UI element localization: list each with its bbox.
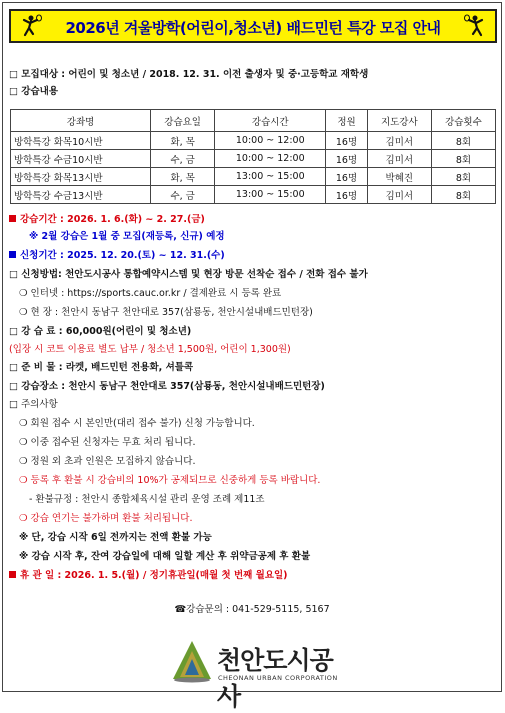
apply-period [9, 250, 495, 262]
column-header: 정원 [326, 110, 367, 132]
fee-line: □ 강 습 료 : 60,000원(어린이 및 청소년) [9, 326, 192, 337]
logo-subtitle: CHEONAN URBAN CORPORATION [218, 674, 338, 682]
notice-refund: ❍ 등록 후 환불 시 강습비의 10%가 공제되므로 신중하게 등록 바랍니다. [19, 475, 321, 486]
table-cell: 8회 [431, 132, 495, 150]
table-cell: 화, 목 [151, 168, 215, 186]
fee-note: (입장 시 코트 이용료 별도 납부 / 청소년 1,500원, 어린이 1,300원) [9, 344, 291, 355]
target-line: □ 모집대상 : 어린이 및 청소년 / 2018. 12. 31. 이전 출생자 및 중·고등학교 재학생 [9, 69, 369, 80]
table-cell: 16명 [326, 168, 367, 186]
holiday-line [9, 570, 495, 582]
prep-line: □ 준 비 물 : 라켓, 배드민턴 전용화, 셔틀콕 [9, 362, 194, 373]
column-header: 강좌명 [11, 110, 151, 132]
table-row [11, 168, 496, 186]
course-period [9, 214, 495, 226]
schedule-table [10, 109, 496, 204]
company-emblem-icon [171, 639, 213, 683]
apply-method: □ 신청방법: 천안도시공사 통합예약시스템 및 현장 방문 선착순 접수 / 전화 접수 불가 [9, 269, 368, 280]
table-cell: 김미서 [367, 186, 431, 204]
table-cell: 화, 목 [151, 132, 215, 150]
table-row [11, 186, 496, 204]
course-heading: □ 강습내용 [9, 86, 58, 97]
table-cell: 방학특강 화목13시반 [11, 168, 151, 186]
contact-line: ☎강습문의 : 041-529-5115, 5167 [174, 604, 330, 615]
cheonan-urban-corporation-logo [171, 637, 351, 711]
table-cell: 8회 [431, 186, 495, 204]
blue-square-bullet-icon [9, 251, 16, 258]
notice-item: ❍ 정원 외 초과 인원은 모집하지 않습니다. [19, 456, 196, 467]
notice-page [2, 2, 502, 711]
badminton-player-right-icon [463, 14, 487, 38]
column-header: 강습시간 [215, 110, 326, 132]
table-cell: 16명 [326, 186, 367, 204]
table-cell: 방학특강 수금10시반 [11, 150, 151, 168]
table-cell: 박혜진 [367, 168, 431, 186]
course-period-text: 강습기간 : 2026. 1. 6.(화) ~ 2. 27.(금) [20, 214, 205, 225]
table-cell: 10:00 ~ 12:00 [215, 150, 326, 168]
table-cell: 방학특강 수금13시반 [11, 186, 151, 204]
notice-item: ❍ 이중 접수된 신청자는 무효 처리 됩니다. [19, 437, 196, 448]
notice-heading: □ 주의사항 [9, 399, 58, 410]
notice-after: ※ 강습 시작 후, 잔여 강습일에 대해 일할 계산 후 위약금공제 후 환불 [19, 551, 311, 562]
holiday-text: 휴 관 일 : 2026. 1. 5.(월) / 정기휴관일(매월 첫 번째 월요일) [20, 570, 288, 581]
notice-6days: ※ 단, 강습 시작 6일 전까지는 전액 환불 가능 [19, 532, 212, 543]
table-cell: 13:00 ~ 15:00 [215, 168, 326, 186]
column-header: 강습횟수 [431, 110, 495, 132]
column-header: 지도강사 [367, 110, 431, 132]
table-cell: 김미서 [367, 132, 431, 150]
table-row [11, 132, 496, 150]
onsite-line: ❍ 현 장 : 천안시 동남구 천안대로 357(삼룡동, 천안시설내배드민턴장) [19, 307, 313, 318]
period-note: ※ 2월 강습은 1월 중 모집(재등록, 신규) 예정 [29, 231, 225, 242]
table-header-row [11, 110, 496, 132]
red-square-bullet-icon [9, 571, 16, 578]
table-cell: 16명 [326, 150, 367, 168]
table-cell: 16명 [326, 132, 367, 150]
logo-name: 천안도시공사 [217, 646, 333, 711]
notice-item: ❍ 회원 접수 시 본인만(대리 접수 불가) 신청 가능합니다. [19, 418, 255, 429]
table-cell: 13:00 ~ 15:00 [215, 186, 326, 204]
column-header: 강습요일 [151, 110, 215, 132]
place-line: □ 강습장소 : 천안시 동남구 천안대로 357(삼룡동, 천안시설내배드민턴장) [9, 381, 325, 392]
notice-postpone: ❍ 강습 연기는 불가하며 환불 처리됩니다. [19, 513, 193, 524]
table-cell: 수, 금 [151, 150, 215, 168]
table-cell: 수, 금 [151, 186, 215, 204]
apply-period-text: 신청기간 : 2025. 12. 20.(토) ~ 12. 31.(수) [20, 250, 225, 261]
table-cell: 8회 [431, 168, 495, 186]
page-title: 2026년 겨울방학(어린이,청소년) 배드민턴 특강 모집 안내 [65, 19, 441, 37]
table-row [11, 150, 496, 168]
refund-rule: - 환불규정 : 천안시 종합체육시설 관리 운영 조례 제11조 [29, 494, 265, 505]
table-cell: 방학특강 화목10시반 [11, 132, 151, 150]
table-cell: 10:00 ~ 12:00 [215, 132, 326, 150]
title-banner [9, 9, 497, 43]
red-square-bullet-icon [9, 215, 16, 222]
table-cell: 김미서 [367, 150, 431, 168]
internet-line: ❍ 인터넷 : https://sports.cauc.or.kr / 결제완료 시 등록 완료 [19, 288, 282, 299]
table-cell: 8회 [431, 150, 495, 168]
